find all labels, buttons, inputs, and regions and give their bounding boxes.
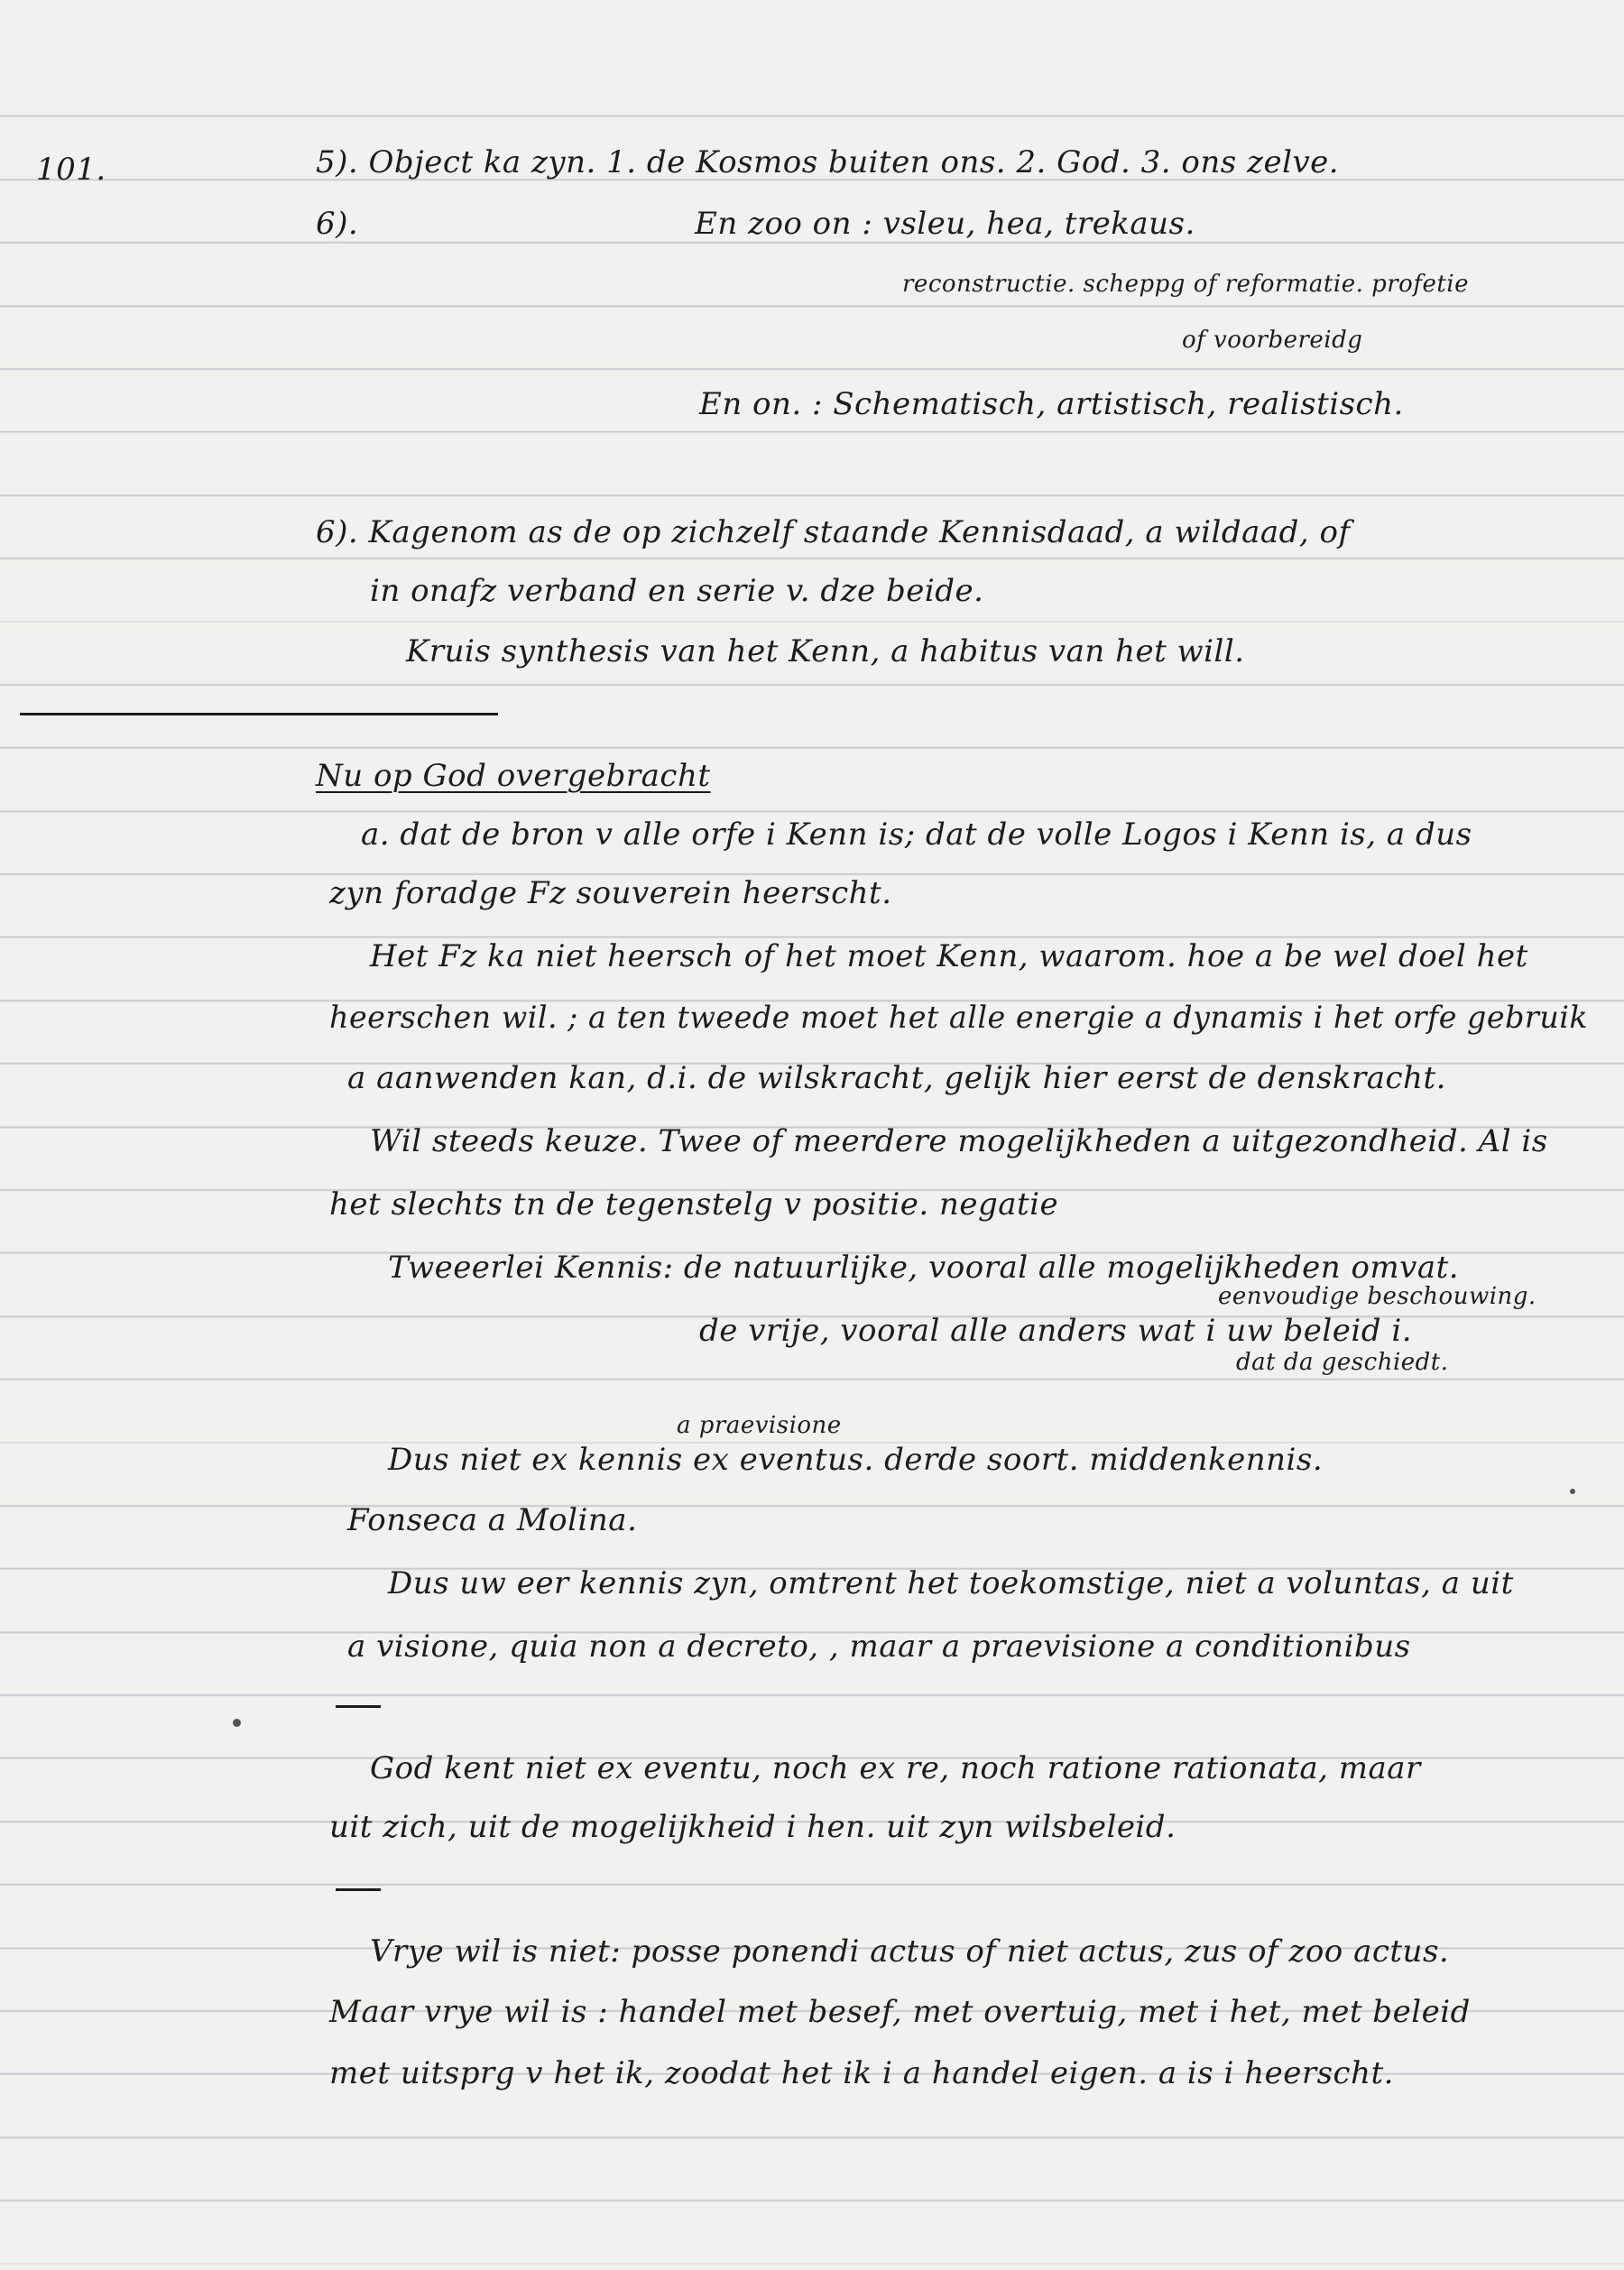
vrije-line-2: Maar vrye wil is : handel met besef, met overtuig, met i het, met beleid bbox=[329, 1994, 1471, 2030]
god-line-5: a aanwenden kan, d.i. de wilskracht, gelijk hier eerst de denskracht. bbox=[347, 1060, 1446, 1096]
ink-spot bbox=[1570, 1489, 1575, 1494]
kent-line-1: God kent niet ex eventu, noch ex re, noch ratione rationata, maar bbox=[370, 1750, 1421, 1786]
section-5-line-3: reconstructie. scheppg of reformatie. profetie bbox=[902, 271, 1469, 298]
section-6-line-1: 6). Kagenom as de op zichzelf staande Kennisdaad, a wildaad, of bbox=[316, 514, 1351, 550]
ink-spot bbox=[233, 1719, 241, 1727]
page-number: 101. bbox=[36, 152, 106, 188]
god-heading: Nu op God overgebracht bbox=[316, 758, 711, 794]
god-line-1: a. dat de bron v alle orfe i Kenn is; dat de volle Logos i Kenn is, a dus bbox=[361, 817, 1472, 853]
god-line-9: de vrije, vooral alle anders wat i uw beleid i. bbox=[699, 1313, 1413, 1349]
god-line-11: Fonseca a Molina. bbox=[347, 1502, 638, 1538]
god-line-13: a visione, quia non a decreto, , maar a praevisione a conditionibus bbox=[347, 1629, 1411, 1665]
god-line-7: het slechts tn de tegenstelg v positie. negatie bbox=[329, 1186, 1059, 1223]
short-divider-2 bbox=[336, 1888, 381, 1891]
kent-line-2: uit zich, uit de mogelijkheid i hen. uit zyn wilsbeleid. bbox=[329, 1809, 1176, 1845]
section-divider-rule bbox=[20, 713, 498, 715]
god-line-8: Tweeerlei Kennis: de natuurlijke, vooral alle mogelijkheden omvat. bbox=[388, 1250, 1460, 1286]
short-divider-1 bbox=[336, 1705, 381, 1708]
god-line-8b: eenvoudige beschouwing. bbox=[1218, 1283, 1536, 1310]
god-line-6: Wil steeds keuze. Twee of meerdere mogelijkheden a uitgezondheid. Al is bbox=[370, 1123, 1548, 1159]
god-line-4: heerschen wil. ; a ten tweede moet het alle energie a dynamis i het orfe gebruik bbox=[329, 1000, 1589, 1036]
section-5-line-4: of voorbereidg bbox=[1182, 327, 1363, 354]
god-line-3: Het Fz ka niet heersch of het moet Kenn, waarom. hoe a be wel doel het bbox=[370, 938, 1528, 974]
vrije-line-1: Vrye wil is niet: posse ponendi actus of niet actus, zus of zoo actus. bbox=[370, 1933, 1450, 1970]
vrije-line-3: met uitsprg v het ik, zoodat het ik i a handel eigen. a is i heerscht. bbox=[329, 2055, 1394, 2091]
section-5-marker: 6). bbox=[316, 206, 359, 242]
god-line-12: Dus uw eer kennis zyn, omtrent het toekomstige, niet a voluntas, a uit bbox=[388, 1565, 1514, 1601]
section-5-line-5: En on. : Schematisch, artistisch, realistisch. bbox=[699, 386, 1404, 422]
section-5-line-1: 5). Object ka zyn. 1. de Kosmos buiten ons. 2. God. 3. ons zelve. bbox=[316, 144, 1340, 180]
section-5-line-2: En zoo on : vsleu, hea, trekaus. bbox=[695, 206, 1195, 242]
section-6-line-2: in onafz verband en serie v. dze beide. bbox=[370, 573, 984, 609]
section-6-line-3: Kruis synthesis van het Kenn, a habitus van het will. bbox=[406, 633, 1245, 669]
god-line-10: Dus niet ex kennis ex eventus. derde soort. middenkennis. bbox=[388, 1442, 1324, 1478]
god-line-9b: dat da geschiedt. bbox=[1236, 1349, 1449, 1376]
god-line-2: zyn foradge Fz souverein heerscht. bbox=[329, 875, 892, 911]
god-line-10-above: a praevisione bbox=[677, 1412, 842, 1439]
